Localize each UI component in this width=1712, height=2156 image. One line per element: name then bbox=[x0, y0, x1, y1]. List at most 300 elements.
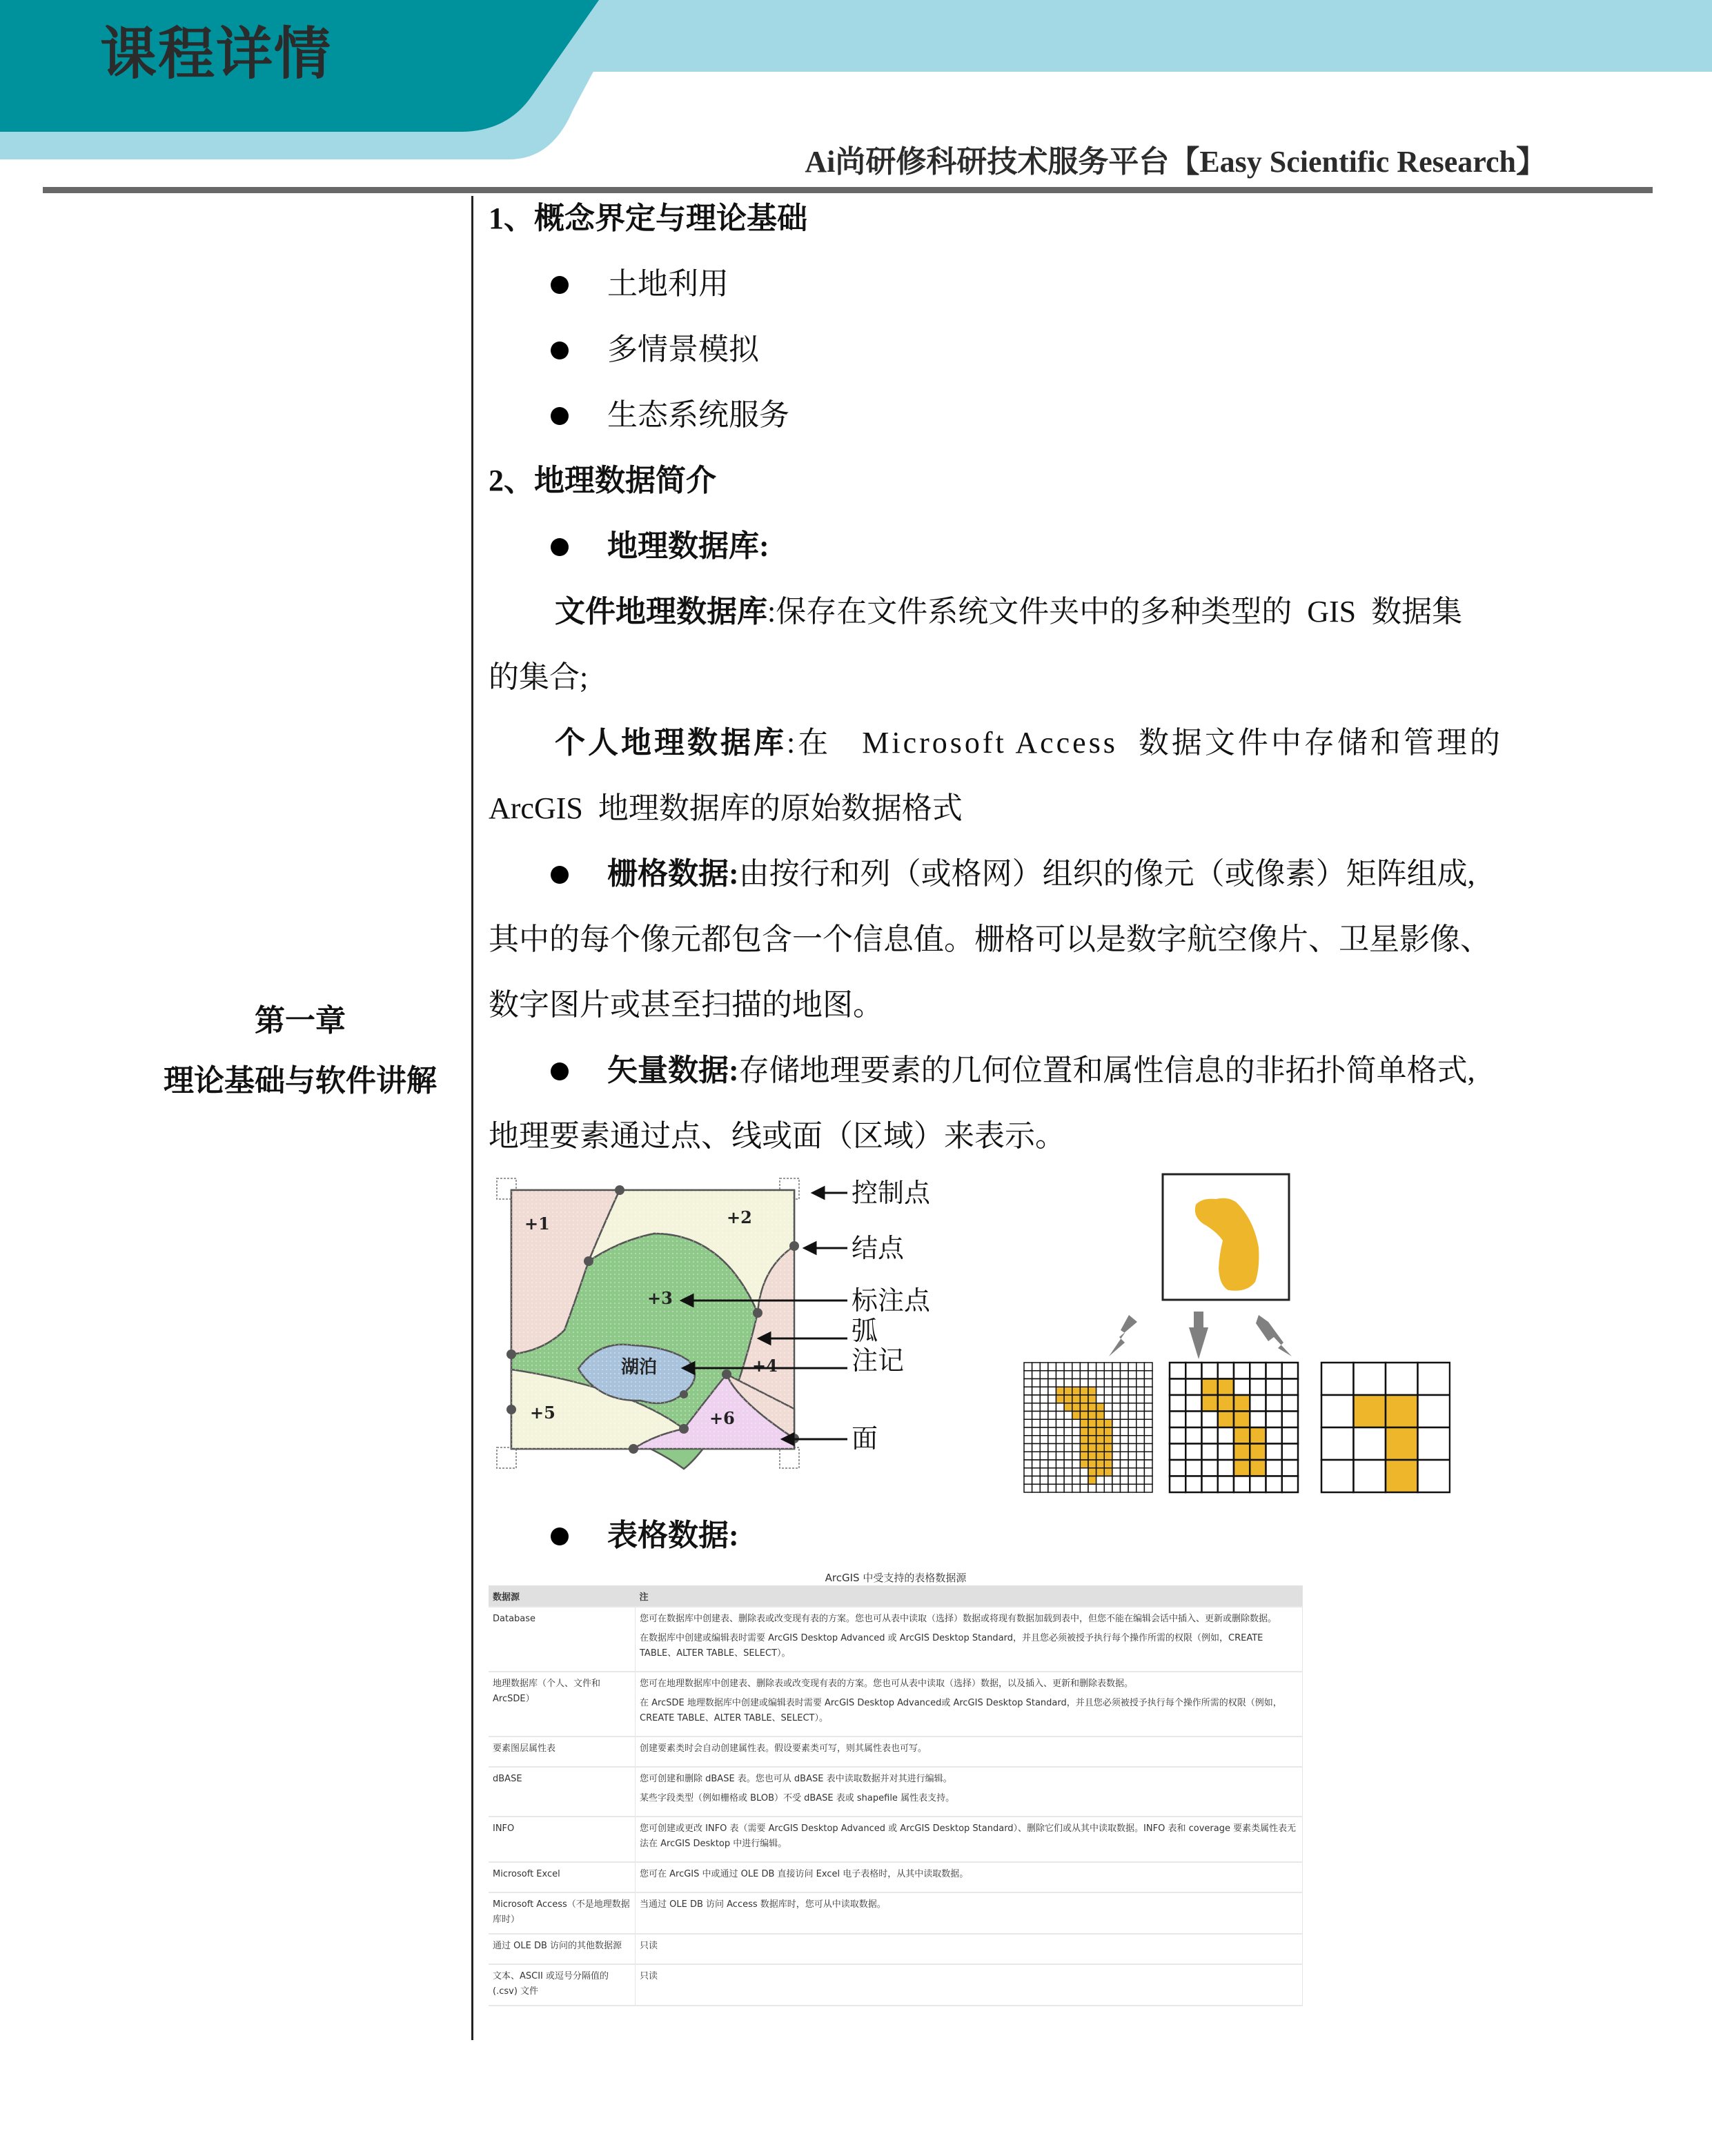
raster-cell bbox=[1088, 1452, 1096, 1460]
source-cell: Microsoft Excel bbox=[489, 1862, 636, 1892]
vector-label: 矢量数据: bbox=[607, 1054, 739, 1087]
raster-cell bbox=[1048, 1412, 1056, 1420]
raster-cell bbox=[1072, 1436, 1081, 1444]
raster-cell bbox=[1144, 1371, 1152, 1379]
raster-cell bbox=[1024, 1387, 1032, 1395]
raster-cell bbox=[1056, 1476, 1065, 1485]
notes-cell bbox=[636, 1934, 1303, 1964]
raster-cell bbox=[1040, 1444, 1048, 1452]
raster-cell bbox=[1040, 1476, 1048, 1485]
raster-cell bbox=[1321, 1395, 1354, 1427]
callout-label: 弧 bbox=[852, 1316, 878, 1346]
raster-cell bbox=[1137, 1419, 1145, 1427]
raster-cell bbox=[1128, 1419, 1137, 1427]
raster-cell bbox=[1064, 1395, 1072, 1403]
raster-cell bbox=[1080, 1371, 1088, 1379]
raster-cell bbox=[1282, 1395, 1298, 1412]
raster-cell bbox=[1072, 1468, 1081, 1476]
raster-cell bbox=[1112, 1460, 1121, 1468]
raster-cell bbox=[1048, 1452, 1056, 1460]
raster-cell bbox=[1048, 1484, 1056, 1492]
raster-cell bbox=[1064, 1452, 1072, 1460]
raster-cell bbox=[1024, 1460, 1032, 1468]
raster-cell bbox=[1202, 1379, 1218, 1396]
raster-cell bbox=[1170, 1427, 1185, 1444]
raster-cell bbox=[1144, 1444, 1152, 1452]
vector-text: 存储地理要素的几何位置和属性信息的非拓扑简单格式, bbox=[738, 1054, 1475, 1087]
raster-cell bbox=[1250, 1427, 1266, 1444]
raster-cell bbox=[1040, 1379, 1048, 1387]
raster-cell bbox=[1072, 1363, 1081, 1371]
raster-cell bbox=[1234, 1460, 1250, 1476]
raster-cell bbox=[1386, 1395, 1418, 1427]
raster-cell bbox=[1202, 1363, 1218, 1379]
raster-cell bbox=[1112, 1387, 1121, 1395]
raster-cell bbox=[1080, 1419, 1088, 1427]
page-title: 课程详情 bbox=[100, 21, 333, 87]
raster-cell bbox=[1080, 1403, 1088, 1412]
raster-cell bbox=[1088, 1468, 1096, 1476]
notes-cell bbox=[636, 1817, 1303, 1862]
raster-cell bbox=[1072, 1403, 1081, 1412]
raster-cell bbox=[1096, 1427, 1105, 1436]
raster-cell bbox=[1056, 1427, 1065, 1436]
raster-cell bbox=[1104, 1476, 1112, 1485]
raster-cell bbox=[1137, 1387, 1145, 1395]
source-cell: 文本、ASCII 或逗号分隔值的 (.csv) 文件 bbox=[489, 1964, 636, 2006]
raster-cell bbox=[1048, 1427, 1056, 1436]
raster-cell bbox=[1104, 1444, 1112, 1452]
column-divider bbox=[471, 196, 473, 2040]
raster-cell bbox=[1128, 1436, 1137, 1444]
raster-cell bbox=[1064, 1476, 1072, 1485]
list-item-label: 生态系统服务 bbox=[607, 398, 789, 432]
raster-cell bbox=[1096, 1403, 1105, 1412]
data-source-table bbox=[489, 1585, 1303, 2006]
raster-cell bbox=[1144, 1363, 1152, 1371]
raster-cell bbox=[1282, 1427, 1298, 1444]
raster-cell bbox=[1080, 1468, 1088, 1476]
raster-cell bbox=[1218, 1460, 1234, 1476]
raster-cell bbox=[1282, 1363, 1298, 1379]
raster-cell bbox=[1048, 1363, 1056, 1371]
raster-cell bbox=[1137, 1412, 1145, 1420]
raster-cell bbox=[1112, 1363, 1121, 1371]
raster-cell bbox=[1056, 1444, 1065, 1452]
note-text: 您可在 ArcGIS 中或通过 OLE DB 直接访问 Excel 电子表格时，从其中读取数据。 bbox=[640, 1869, 969, 1879]
raster-cell bbox=[1080, 1379, 1088, 1387]
raster-cell bbox=[1250, 1444, 1266, 1461]
raster-cell bbox=[1072, 1427, 1081, 1436]
table-data-label: 表格数据: bbox=[607, 1519, 739, 1552]
raster-cell bbox=[1040, 1371, 1048, 1379]
raster-cell bbox=[1250, 1412, 1266, 1428]
raster-cell bbox=[1112, 1412, 1121, 1420]
notes-cell bbox=[636, 1767, 1303, 1817]
raster-cell bbox=[1218, 1427, 1234, 1444]
raster-cell bbox=[1024, 1419, 1032, 1427]
raster-cell bbox=[1121, 1379, 1129, 1387]
raster-cell bbox=[1072, 1460, 1081, 1468]
raster-cell bbox=[1128, 1395, 1137, 1403]
raster-cell bbox=[1266, 1427, 1282, 1444]
raster-cell bbox=[1096, 1419, 1105, 1427]
raster-cell bbox=[1032, 1363, 1041, 1371]
raster-cell bbox=[1024, 1436, 1032, 1444]
raster-cell bbox=[1137, 1403, 1145, 1412]
note-text: 只读 bbox=[640, 1971, 658, 1981]
raster-cell bbox=[1040, 1452, 1048, 1460]
raster-cell bbox=[1048, 1395, 1056, 1403]
raster-cell bbox=[1104, 1363, 1112, 1371]
raster-cell bbox=[1218, 1412, 1234, 1428]
raster-cell bbox=[1354, 1395, 1386, 1427]
raster-cell bbox=[1137, 1444, 1145, 1452]
table-row bbox=[489, 1767, 1303, 1817]
polygon-label-5: +5 bbox=[530, 1403, 555, 1423]
raster-cell bbox=[1185, 1379, 1201, 1396]
raster-cell bbox=[1266, 1412, 1282, 1428]
paragraph-line: 地理要素通过点、线或面（区域）来表示。 bbox=[489, 1119, 1065, 1153]
raster-cell bbox=[1064, 1387, 1072, 1395]
raster-cell bbox=[1354, 1363, 1386, 1395]
callout-label: 结点 bbox=[852, 1233, 905, 1263]
raster-cell bbox=[1121, 1460, 1129, 1468]
raster-cell bbox=[1032, 1387, 1041, 1395]
raster-cell bbox=[1064, 1444, 1072, 1452]
raster-cell bbox=[1112, 1379, 1121, 1387]
raster-cell bbox=[1137, 1468, 1145, 1476]
note-text: 当通过 OLE DB 访问 Access 数据库时，您可从中读取数据。 bbox=[640, 1899, 886, 1910]
raster-cell bbox=[1072, 1371, 1081, 1379]
raster-cell bbox=[1170, 1395, 1185, 1412]
raster-cell bbox=[1088, 1379, 1096, 1387]
raster-cell bbox=[1137, 1436, 1145, 1444]
raster-cell bbox=[1048, 1387, 1056, 1395]
raster-cell bbox=[1234, 1412, 1250, 1428]
bullet-icon bbox=[551, 342, 569, 359]
raster-cell bbox=[1088, 1403, 1096, 1412]
raster-cell bbox=[1072, 1379, 1081, 1387]
raster-cell bbox=[1064, 1484, 1072, 1492]
raster-cell bbox=[1096, 1484, 1105, 1492]
raster-cell bbox=[1096, 1412, 1105, 1420]
raster-cell bbox=[1112, 1395, 1121, 1403]
raster-cell bbox=[1234, 1363, 1250, 1379]
raster-cell bbox=[1024, 1403, 1032, 1412]
raster-cell bbox=[1032, 1476, 1041, 1485]
polygon-label-3: +3 bbox=[647, 1288, 673, 1308]
raster-cell bbox=[1040, 1468, 1048, 1476]
raster-cell bbox=[1104, 1436, 1112, 1444]
raster-cell bbox=[1096, 1387, 1105, 1395]
table-header-row bbox=[489, 1585, 1303, 1607]
raster-cell bbox=[1064, 1436, 1072, 1444]
raster-cell bbox=[1128, 1379, 1137, 1387]
column-header: 注 bbox=[636, 1585, 1303, 1607]
raster-cell bbox=[1418, 1427, 1450, 1460]
raster-cell bbox=[1040, 1387, 1048, 1395]
notes-cell bbox=[636, 1672, 1303, 1737]
raster-cell bbox=[1128, 1363, 1137, 1371]
raster-cell bbox=[1088, 1395, 1096, 1403]
file-gdb-text: :保存在文件系统文件夹中的多种类型的 GIS 数据集 bbox=[767, 595, 1463, 629]
table-row bbox=[489, 1892, 1303, 1934]
raster-cell bbox=[1202, 1476, 1218, 1493]
raster-cell bbox=[1072, 1419, 1081, 1427]
raster-cell bbox=[1137, 1452, 1145, 1460]
raster-cell bbox=[1128, 1484, 1137, 1492]
raster-cell bbox=[1128, 1387, 1137, 1395]
raster-cell bbox=[1032, 1460, 1041, 1468]
raster-cell bbox=[1056, 1468, 1065, 1476]
section-heading: 2、地理数据简介 bbox=[489, 464, 716, 497]
raster-cell bbox=[1096, 1379, 1105, 1387]
raster-cell bbox=[1056, 1387, 1065, 1395]
raster-cell bbox=[1121, 1427, 1129, 1436]
raster-cell bbox=[1064, 1363, 1072, 1371]
raster-cell bbox=[1144, 1460, 1152, 1468]
raster-cell bbox=[1112, 1476, 1121, 1485]
raster-cell bbox=[1266, 1379, 1282, 1396]
raster-cell bbox=[1266, 1476, 1282, 1493]
notes-cell bbox=[636, 1964, 1303, 2006]
raster-cell bbox=[1386, 1427, 1418, 1460]
raster-cell bbox=[1354, 1460, 1386, 1492]
source-cell: Database bbox=[489, 1607, 636, 1672]
raster-cell bbox=[1202, 1395, 1218, 1412]
bullet-icon bbox=[551, 866, 569, 884]
raster-cell bbox=[1040, 1403, 1048, 1412]
table-row bbox=[489, 1607, 1303, 1672]
raster-cell bbox=[1144, 1379, 1152, 1387]
header-divider bbox=[43, 187, 1653, 193]
raster-cell bbox=[1112, 1436, 1121, 1444]
source-cell: 通过 OLE DB 访问的其他数据源 bbox=[489, 1934, 636, 1964]
source-cell: dBASE bbox=[489, 1767, 636, 1817]
raster-cell bbox=[1234, 1395, 1250, 1412]
raster-cell bbox=[1096, 1460, 1105, 1468]
raster-cell bbox=[1185, 1412, 1201, 1428]
raster-cell bbox=[1088, 1363, 1096, 1371]
raster-cell bbox=[1048, 1460, 1056, 1468]
raster-cell bbox=[1218, 1476, 1234, 1493]
raster-cell bbox=[1072, 1476, 1081, 1485]
raster-cell bbox=[1024, 1371, 1032, 1379]
raster-cell bbox=[1080, 1452, 1088, 1460]
raster-cell bbox=[1282, 1444, 1298, 1461]
raster-cell bbox=[1088, 1427, 1096, 1436]
raster-cell bbox=[1418, 1460, 1450, 1492]
raster-cell bbox=[1121, 1371, 1129, 1379]
raster-cell bbox=[1128, 1444, 1137, 1452]
raster-cell bbox=[1137, 1379, 1145, 1387]
raster-cell bbox=[1080, 1436, 1088, 1444]
raster-cell bbox=[1032, 1436, 1041, 1444]
callout-label: 面 bbox=[852, 1423, 878, 1454]
raster-cell bbox=[1354, 1427, 1386, 1460]
raster-cell bbox=[1112, 1484, 1121, 1492]
raster-cell bbox=[1170, 1460, 1185, 1476]
arrow-down-icon bbox=[1189, 1312, 1208, 1359]
list-item-label: 多情景模拟 bbox=[607, 333, 759, 366]
raster-cell bbox=[1096, 1436, 1105, 1444]
raster-cell bbox=[1121, 1468, 1129, 1476]
raster-cell bbox=[1234, 1379, 1250, 1396]
raster-cell bbox=[1321, 1427, 1354, 1460]
geodatabase-label: 地理数据库: bbox=[607, 529, 769, 563]
raster-cell bbox=[1080, 1363, 1088, 1371]
paragraph-line bbox=[555, 597, 1462, 627]
raster-cell bbox=[1048, 1371, 1056, 1379]
raster-cell bbox=[1202, 1444, 1218, 1461]
raster-cell bbox=[1040, 1484, 1048, 1492]
raster-cell bbox=[1104, 1371, 1112, 1379]
raster-cell bbox=[1128, 1476, 1137, 1485]
raster-cell bbox=[1080, 1387, 1088, 1395]
raster-cell bbox=[1170, 1379, 1185, 1396]
raster-cell bbox=[1218, 1379, 1234, 1396]
raster-cell bbox=[1024, 1484, 1032, 1492]
raster-data-figure bbox=[1009, 1165, 1450, 1503]
note-text: 创建要素类时会自动创建属性表。假设要素类可写，则其属性表也可写。 bbox=[640, 1743, 927, 1754]
raster-cell bbox=[1032, 1379, 1041, 1387]
raster-cell bbox=[1096, 1395, 1105, 1403]
raster-cell bbox=[1104, 1403, 1112, 1412]
raster-cell bbox=[1032, 1484, 1041, 1492]
column-header: 数据源 bbox=[489, 1585, 636, 1607]
raster-cell bbox=[1040, 1460, 1048, 1468]
raster-cell bbox=[1088, 1387, 1096, 1395]
raster-cell bbox=[1170, 1444, 1185, 1461]
raster-cell bbox=[1080, 1460, 1088, 1468]
raster-cell bbox=[1121, 1387, 1129, 1395]
raster-cell bbox=[1144, 1403, 1152, 1412]
raster-cell bbox=[1104, 1412, 1112, 1420]
raster-cell bbox=[1137, 1476, 1145, 1485]
raster-cell bbox=[1321, 1460, 1354, 1492]
raster-cell bbox=[1096, 1363, 1105, 1371]
table-row bbox=[489, 1737, 1303, 1767]
raster-cell bbox=[1080, 1412, 1088, 1420]
personal-gdb-label: 个人地理数据库 bbox=[555, 726, 787, 760]
raster-cell bbox=[1048, 1379, 1056, 1387]
raster-cell bbox=[1137, 1371, 1145, 1379]
raster-cell bbox=[1096, 1452, 1105, 1460]
raster-cell bbox=[1088, 1444, 1096, 1452]
raster-cell bbox=[1040, 1436, 1048, 1444]
raster-cell bbox=[1024, 1476, 1032, 1485]
raster-cell bbox=[1048, 1436, 1056, 1444]
raster-cell bbox=[1104, 1379, 1112, 1387]
raster-grids bbox=[1024, 1363, 1450, 1492]
raster-cell bbox=[1202, 1427, 1218, 1444]
raster-cell bbox=[1072, 1387, 1081, 1395]
raster-cell bbox=[1088, 1436, 1096, 1444]
raster-cell bbox=[1096, 1476, 1105, 1485]
notes-cell bbox=[636, 1607, 1303, 1672]
source-cell: INFO bbox=[489, 1817, 636, 1862]
raster-cell bbox=[1250, 1395, 1266, 1412]
raster-cell bbox=[1386, 1363, 1418, 1395]
raster-cell bbox=[1064, 1419, 1072, 1427]
raster-cell bbox=[1056, 1419, 1065, 1427]
raster-cell bbox=[1024, 1444, 1032, 1452]
raster-cell bbox=[1040, 1395, 1048, 1403]
source-cell: Microsoft Access（不是地理数据库时） bbox=[489, 1892, 636, 1934]
raster-cell bbox=[1032, 1371, 1041, 1379]
raster-cell bbox=[1202, 1412, 1218, 1428]
raster-cell bbox=[1064, 1371, 1072, 1379]
raster-label: 栅格数据: bbox=[607, 857, 739, 891]
raster-cell bbox=[1064, 1403, 1072, 1412]
raster-cell bbox=[1121, 1419, 1129, 1427]
raster-cell bbox=[1234, 1427, 1250, 1444]
raster-cell bbox=[1266, 1460, 1282, 1476]
raster-cell bbox=[1104, 1460, 1112, 1468]
raster-cell bbox=[1096, 1371, 1105, 1379]
source-cell: 地理数据库（个人、文件和 ArcSDE） bbox=[489, 1672, 636, 1737]
raster-cell bbox=[1121, 1403, 1129, 1412]
raster-cell bbox=[1250, 1379, 1266, 1396]
raster-cell bbox=[1170, 1412, 1185, 1428]
raster-cell bbox=[1088, 1419, 1096, 1427]
raster-cell bbox=[1282, 1379, 1298, 1396]
note-text: 您可创建和删除 dBASE 表。您也可从 dBASE 表中读取数据并对其进行编辑。 bbox=[640, 1774, 952, 1784]
raster-cell bbox=[1032, 1412, 1041, 1420]
raster-cell bbox=[1080, 1484, 1088, 1492]
notes-cell bbox=[636, 1892, 1303, 1934]
paragraph-line: 其中的每个像元都包含一个信息值。栅格可以是数字航空像片、卫星影像、 bbox=[489, 922, 1490, 956]
polygon-label-4: +4 bbox=[752, 1356, 778, 1376]
bullet-icon bbox=[551, 276, 569, 294]
raster-cell bbox=[1048, 1444, 1056, 1452]
note-text: 您可在数据库中创建表、删除表或改变现有表的方案。您也可从表中读取（选择）数据或将现有数据加载到表中，但您不能在编辑会话中插入、更新或删除数据。 bbox=[640, 1614, 1277, 1624]
raster-cell bbox=[1170, 1476, 1185, 1493]
raster-cell bbox=[1048, 1468, 1056, 1476]
platform-subtitle: Ai尚研修科研技术服务平台【Easy Scientific Research】 bbox=[805, 145, 1546, 179]
raster-cell bbox=[1056, 1460, 1065, 1468]
raster-cell bbox=[1185, 1476, 1201, 1493]
raster-cell bbox=[1121, 1484, 1129, 1492]
raster-cell bbox=[1104, 1452, 1112, 1460]
raster-cell bbox=[1144, 1476, 1152, 1485]
raster-cell bbox=[1064, 1412, 1072, 1420]
raster-cell bbox=[1072, 1452, 1081, 1460]
raster-cell bbox=[1040, 1363, 1048, 1371]
raster-cell bbox=[1056, 1403, 1065, 1412]
raster-cell bbox=[1032, 1452, 1041, 1460]
raster-cell bbox=[1250, 1363, 1266, 1379]
raster-cell bbox=[1137, 1427, 1145, 1436]
raster-cell bbox=[1144, 1436, 1152, 1444]
raster-cell bbox=[1185, 1444, 1201, 1461]
raster-cell bbox=[1048, 1476, 1056, 1485]
polygon-label-1: +1 bbox=[524, 1214, 550, 1234]
raster-cell bbox=[1088, 1476, 1096, 1485]
raster-cell bbox=[1064, 1460, 1072, 1468]
chapter-number: 第一章 bbox=[255, 1004, 346, 1038]
raster-cell bbox=[1128, 1403, 1137, 1412]
raster-cell bbox=[1056, 1436, 1065, 1444]
source-cell: 要素图层属性表 bbox=[489, 1737, 636, 1767]
raster-cell bbox=[1218, 1395, 1234, 1412]
bullet-icon bbox=[551, 407, 569, 425]
raster-cell bbox=[1024, 1468, 1032, 1476]
raster-cell bbox=[1088, 1484, 1096, 1492]
raster-cell bbox=[1185, 1363, 1201, 1379]
raster-cell bbox=[1137, 1395, 1145, 1403]
